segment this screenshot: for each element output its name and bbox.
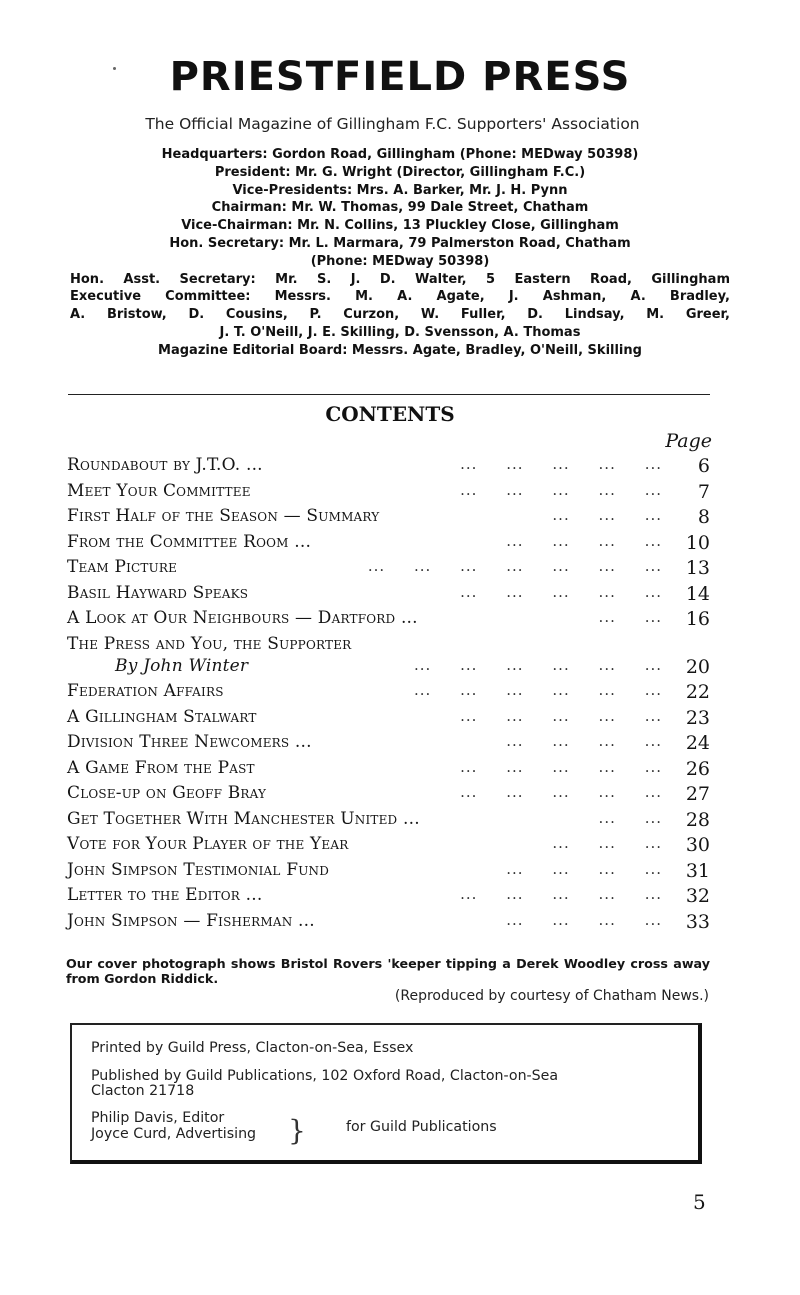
toc-entry xyxy=(67,453,712,479)
toc-leader-dots: ... ... ... ... ... xyxy=(460,757,662,776)
toc-entry-page: 20 xyxy=(685,655,710,678)
toc-entry-title xyxy=(115,656,248,676)
secretary-line: Hon. Secretary: Mr. L. Marmara, 79 Palmerston Road, Chatham xyxy=(169,235,631,251)
president-line: President: Mr. G. Wright (Director, Gillingham F.C.) xyxy=(214,164,586,180)
toc-leader-dots: ... ... ... ... xyxy=(506,732,662,750)
printer-imprint-box xyxy=(70,1023,702,1164)
toc-entry xyxy=(67,679,712,705)
toc-leader-dots: ... ... ... ... ... ... xyxy=(413,655,662,674)
toc-entry-title: A Gillingham Stalwart xyxy=(67,706,257,727)
divider-rule xyxy=(68,394,710,395)
publisher-phone: Clacton 21718 xyxy=(91,1083,195,1099)
toc-leader-dots: ... ... ... ... xyxy=(506,859,662,878)
headquarters-line: Headquarters: Gordon Road, Gillingham (Phone: MEDway 50398) xyxy=(161,147,639,162)
toc-entry-page: 26 xyxy=(685,757,710,780)
toc-entry xyxy=(67,756,712,782)
toc-entry xyxy=(67,606,712,632)
published-by-line: Published by Guild Publications, 102 Oxford Road, Clacton-on-Sea xyxy=(91,1068,559,1084)
toc-entry xyxy=(67,883,712,909)
executive-line-3: J. T. O'Neill, J. E. Skilling, D. Svensson, A. Thomas xyxy=(219,324,581,340)
toc-entry-title: Roundabout by J.T.O. ... xyxy=(67,455,263,475)
toc-entry-title: Division Three Newcomers ... xyxy=(67,732,312,752)
toc-leader-dots: ... ... ... ... ... xyxy=(460,783,662,801)
toc-leader-dots: ... ... xyxy=(598,808,662,827)
printed-by-line: Printed by Guild Press, Clacton-on-Sea, Essex xyxy=(91,1040,414,1056)
toc-leader-dots: ... ... ... ... ... xyxy=(460,885,662,903)
toc-entry-title: First Half of the Season — Summary xyxy=(67,506,380,526)
advertising-credit: Joyce Curd, Advertising xyxy=(91,1126,257,1142)
masthead-subtitle: The Official Magazine of Gillingham F.C. Supporters' Association xyxy=(145,115,640,133)
toc-entry-title: Federation Affairs xyxy=(67,681,224,701)
contents-list xyxy=(67,453,712,934)
toc-entry xyxy=(67,654,712,680)
toc-entry-page: 32 xyxy=(685,885,710,907)
secretary-phone-line: (Phone: MEDway 50398) xyxy=(310,253,490,269)
toc-entry xyxy=(67,632,712,654)
toc-leader-dots: ... ... ... xyxy=(552,506,662,524)
toc-entry-page: 6 xyxy=(697,455,710,477)
toc-entry-page: 30 xyxy=(685,834,710,856)
toc-leader-dots: ... ... ... ... ... ... ... xyxy=(367,557,662,575)
toc-entry-title: Meet Your Committee xyxy=(67,480,251,501)
toc-leader-dots: ... ... ... ... xyxy=(506,531,662,550)
toc-entry xyxy=(67,555,712,581)
toc-entry-title: A Game From the Past xyxy=(67,757,255,778)
cover-caption: Our cover photograph shows Bristol Rovers 'keeper tipping a Derek Woodley cross away from Gordon Riddick. xyxy=(66,956,710,986)
toc-entry xyxy=(67,705,712,731)
editorial-board-line: Magazine Editorial Board: Messrs. Agate, Bradley, O'Neill, Skilling xyxy=(158,342,642,358)
toc-byline: By John Winter xyxy=(115,655,249,676)
toc-entry-title: Close-up on Geoff Bray xyxy=(67,783,267,803)
toc-entry-title: Team Picture xyxy=(67,557,178,577)
toc-leader-dots: ... ... ... ... ... xyxy=(460,706,662,725)
toc-entry-title: The Press and You, the Supporter xyxy=(67,633,352,654)
toc-entry-title: John Simpson — Fisherman ... xyxy=(67,910,315,931)
toc-entry xyxy=(67,504,712,530)
toc-entry-page: 22 xyxy=(685,681,710,703)
toc-entry-title: From the Committee Room ... xyxy=(67,531,312,552)
for-guild-label: for Guild Publications xyxy=(346,1119,497,1135)
toc-entry-title: John Simpson Testimonial Fund xyxy=(67,859,330,880)
toc-entry xyxy=(67,858,712,884)
toc-entry xyxy=(67,479,712,505)
toc-entry-page: 33 xyxy=(685,910,710,933)
toc-entry-title: Get Together With Manchester United ... xyxy=(67,808,420,829)
toc-leader-dots: ... ... ... ... ... xyxy=(460,582,662,601)
toc-entry-page: 24 xyxy=(685,732,710,754)
toc-entry xyxy=(67,581,712,607)
toc-entry xyxy=(67,807,712,833)
toc-entry-page: 8 xyxy=(697,506,710,528)
toc-entry xyxy=(67,530,712,556)
toc-entry-title: A Look at Our Neighbours — Dartford ... xyxy=(67,608,418,628)
chairman-line: Chairman: Mr. W. Thomas, 99 Dale Street, Chatham xyxy=(211,200,589,216)
contents-heading: CONTENTS xyxy=(325,402,455,426)
executive-line-2: A. Bristow, D. Cousins, P. Curzon, W. Fuller, D. Lindsay, M. Greer, xyxy=(70,307,730,323)
vice-presidents-line: Vice-Presidents: Mrs. A. Barker, Mr. J. H. Pynn xyxy=(232,182,568,198)
toc-entry-page: 13 xyxy=(685,557,710,579)
toc-entry xyxy=(67,832,712,858)
brace-icon: } xyxy=(288,1114,306,1147)
editor-credit: Philip Davis, Editor xyxy=(91,1110,225,1126)
toc-entry-title: Basil Hayward Speaks xyxy=(67,582,249,603)
toc-leader-dots: ... ... ... xyxy=(552,834,662,852)
toc-leader-dots: ... ... ... ... ... xyxy=(460,480,662,499)
page-column-label: Page xyxy=(665,430,712,452)
toc-entry-page: 16 xyxy=(685,608,710,630)
toc-entry-title: Vote for Your Player of the Year xyxy=(67,834,349,854)
masthead-title: PRIESTFIELD PRESS xyxy=(169,54,631,100)
toc-entry-page: 7 xyxy=(697,480,710,503)
toc-entry xyxy=(67,730,712,756)
toc-leader-dots: ... ... ... ... ... ... xyxy=(413,681,662,699)
cover-credit: (Reproduced by courtesy of Chatham News.) xyxy=(394,988,709,1004)
toc-leader-dots: ... ... ... ... xyxy=(506,910,662,929)
toc-entry-page: 10 xyxy=(685,531,710,554)
toc-entry-title: Letter to the Editor ... xyxy=(67,885,263,905)
officers-list xyxy=(70,146,730,360)
toc-entry-page: 23 xyxy=(685,706,710,729)
executive-line-1: Executive Committee: Messrs. M. A. Agate, J. Ashman, A. Bradley, xyxy=(70,289,730,305)
toc-entry-page: 27 xyxy=(685,783,710,805)
asst-secretary-line: Hon. Asst. Secretary: Mr. S. J. D. Walter, 5 Eastern Road, Gillingham xyxy=(70,271,730,287)
toc-entry-page: 28 xyxy=(685,808,710,831)
page-number: 5 xyxy=(693,1190,706,1214)
toc-leader-dots: ... ... xyxy=(598,608,662,626)
toc-entry xyxy=(67,781,712,807)
vice-chairman-line: Vice-Chairman: Mr. N. Collins, 13 Pluckley Close, Gillingham xyxy=(181,218,619,234)
toc-entry-page: 14 xyxy=(685,582,710,605)
toc-entry xyxy=(67,909,712,935)
toc-entry-page: 31 xyxy=(685,859,710,882)
toc-leader-dots: ... ... ... ... ... xyxy=(460,455,662,473)
